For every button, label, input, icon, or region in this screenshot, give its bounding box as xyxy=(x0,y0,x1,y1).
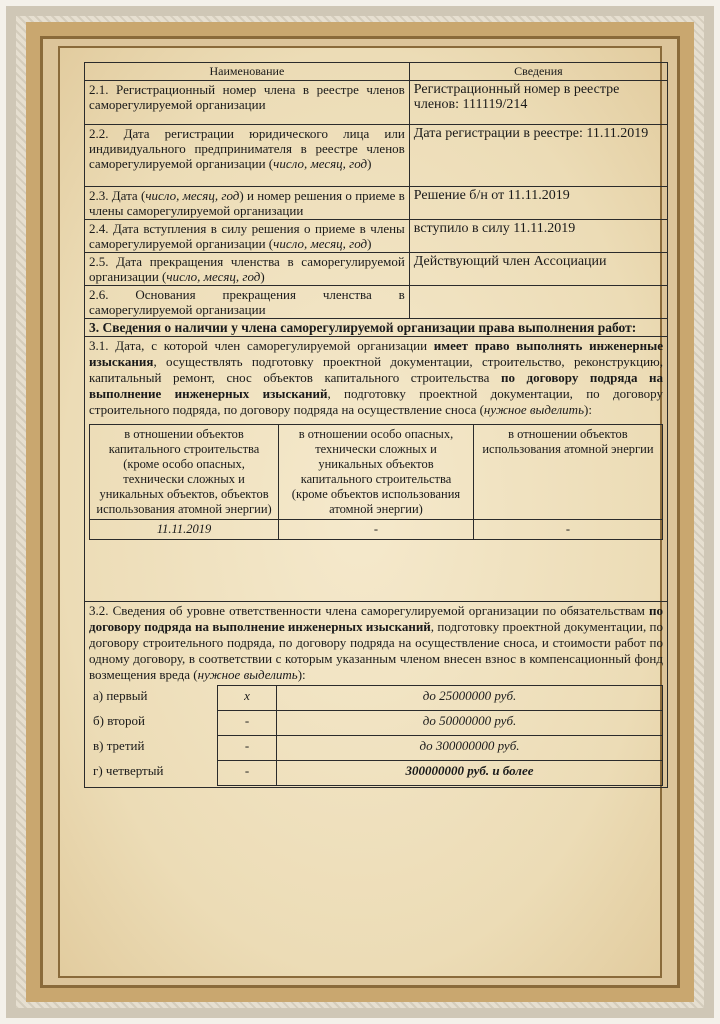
row-label: 2.5. Дата прекращения членства в саморегулируемой организации (число, месяц, год) xyxy=(85,253,410,286)
header-details: Сведения xyxy=(409,63,667,81)
section-3-1-row xyxy=(85,337,668,602)
level-amount: до 25000000 руб. xyxy=(277,686,663,711)
table-row xyxy=(85,81,668,125)
table-header-row xyxy=(85,63,668,81)
objects-value: - xyxy=(473,520,662,540)
row-label: 2.1. Регистрационный номер члена в реестре членов саморегулируемой организации xyxy=(85,81,410,125)
objects-header: в отношении особо опасных, технически сложных и уникальных объектов капитального строительства (кроме объектов использования атомной энергии) xyxy=(279,425,474,520)
objects-header: в отношении объектов использования атомной энергии xyxy=(473,425,662,520)
level-amount: 300000000 руб. и более xyxy=(277,761,663,786)
objects-value: - xyxy=(279,520,474,540)
objects-value: 11.11.2019 xyxy=(90,520,279,540)
level-mark: x xyxy=(218,686,277,711)
table-row xyxy=(85,286,668,319)
table-row xyxy=(85,125,668,187)
objects-header-row xyxy=(90,425,663,520)
level-mark: - xyxy=(218,761,277,786)
row-value: вступило в силу 11.11.2019 xyxy=(409,220,667,253)
table-row xyxy=(85,253,668,286)
row-value: Решение б/н от 11.11.2019 xyxy=(409,187,667,220)
paragraph-3-1: 3.1. Дата, с которой член саморегулируемой организации имеет право выполнять инженерные изыскания, осуществлять подготовку проектной документации, строительство, реконструкцию, капитальный ремонт, снос объектов капитального строительства по договору подряда на выполнение инженерных изысканий, подготовку проектной документации, по договору строительного подряда, по договору подряда на осуществление сноса (нужное выделить): xyxy=(89,338,664,417)
row-label: 2.2. Дата регистрации юридического лица или индивидуального предпринимателя в реестре членов саморегулируемой организации (число, месяц, год) xyxy=(85,125,410,187)
member-info-table xyxy=(84,62,668,788)
section-3-2 xyxy=(85,602,668,788)
row-value: Регистрационный номер в реестре членов: 111119/214 xyxy=(409,81,667,125)
section-3-2-row xyxy=(85,602,668,788)
objects-header: в отношении объектов капитального строительства (кроме особо опасных, технически сложных и уникальных объектов, объектов использования атомной энергии) xyxy=(90,425,279,520)
level-row xyxy=(89,711,663,736)
level-amount: до 50000000 руб. xyxy=(277,711,663,736)
level-label: а) первый xyxy=(93,687,148,703)
row-value: Действующий член Ассоциации xyxy=(409,253,667,286)
level-label: б) второй xyxy=(93,712,145,728)
liability-levels-table xyxy=(89,685,663,786)
objects-table xyxy=(89,424,663,540)
section-3-title-row xyxy=(85,319,668,337)
paragraph-3-2: 3.2. Сведения об уровне ответственности члена саморегулируемой организации по обязательствам по договору подряда на выполнение инженерных изысканий, подготовку проектной документации, по договору строительного подряда, по договору подряда на осуществление сноса, и стоимости работ по одному договору, в соответствии с которым указанным членом внесен взнос в компенсационный фонд возмещения вреда (нужное выделить): xyxy=(89,603,664,682)
section-3-1 xyxy=(85,337,668,602)
table-row xyxy=(85,187,668,220)
row-label: 2.3. Дата (число, месяц, год) и номер решения о приеме в члены саморегулируемой организации xyxy=(85,187,410,220)
row-label: 2.4. Дата вступления в силу решения о приеме в члены саморегулируемой организации (число, месяц, год) xyxy=(85,220,410,253)
header-name: Наименование xyxy=(85,63,410,81)
section-title: 3. Сведения о наличии у члена саморегулируемой организации права выполнения работ: xyxy=(85,319,668,337)
level-mark: - xyxy=(218,736,277,761)
level-row xyxy=(89,686,663,711)
objects-value-row xyxy=(90,520,663,540)
level-row xyxy=(89,761,663,786)
row-value: Дата регистрации в реестре: 11.11.2019 xyxy=(409,125,667,187)
level-amount: до 300000000 руб. xyxy=(277,736,663,761)
row-label: 2.6. Основания прекращения членства в саморегулируемой организации xyxy=(85,286,410,319)
level-label: в) третий xyxy=(93,737,145,753)
level-label: г) четвертый xyxy=(93,762,164,778)
level-mark: - xyxy=(218,711,277,736)
row-value xyxy=(409,286,667,319)
table-row xyxy=(85,220,668,253)
level-row xyxy=(89,736,663,761)
